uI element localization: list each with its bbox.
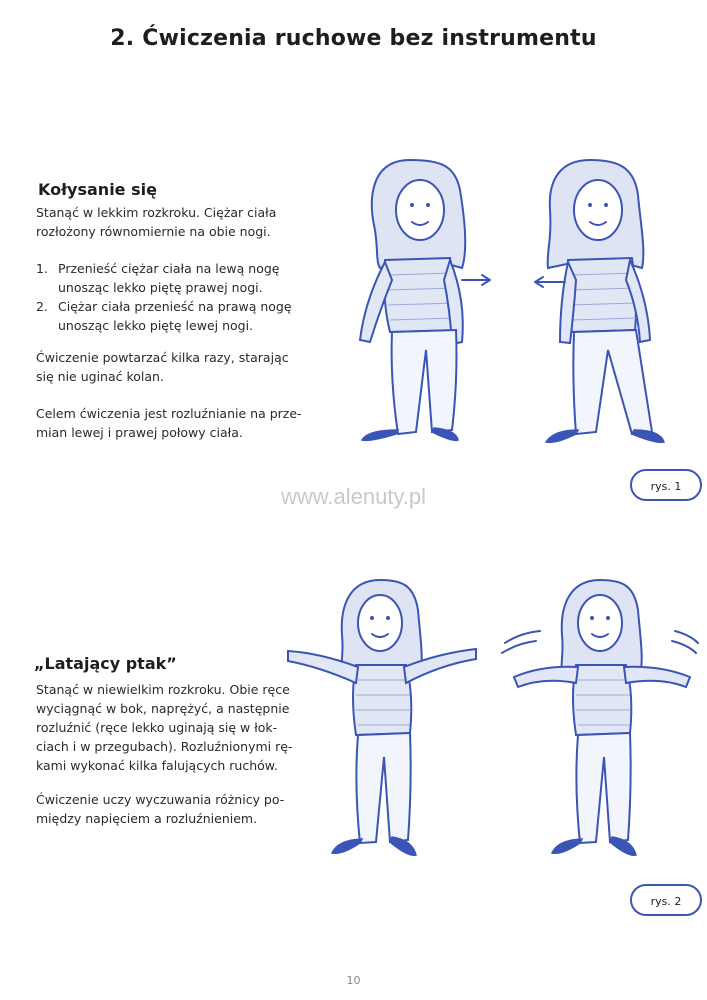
list-number: 2.: [36, 299, 48, 314]
page-number: 10: [346, 974, 361, 987]
page-title: 2. Ćwiczenia ruchowe bez instrumentu: [110, 26, 597, 51]
text-line: Ciężar ciała przenieść na prawą nogę: [58, 299, 292, 314]
text-line: wyciągnąć w bok, naprężyć, a następnie: [36, 701, 290, 716]
section1-goal: [36, 404, 306, 442]
girl-figure-right: [535, 160, 664, 442]
text-line: Stanąć w niewielkim rozkroku. Obie ręce: [36, 682, 290, 697]
text-line: rozłożony równomiernie na obie nogi.: [36, 224, 271, 239]
text-line: Celem ćwiczenia jest rozluźnianie na prze-: [36, 406, 302, 421]
figure-swaying-girls: [340, 150, 680, 450]
section1-repeat: [36, 348, 306, 386]
text-line: kami wykonać kilka falujących ruchów.: [36, 758, 278, 773]
list-number: 1.: [36, 261, 48, 276]
text-line: Ćwiczenie powtarzać kilka razy, starając: [36, 350, 289, 365]
section-heading-swaying: Kołysanie się: [38, 180, 157, 199]
girl-figure-left: [360, 160, 490, 440]
section-heading-flying-bird: „Latający ptak”: [34, 654, 177, 673]
text-line: się nie uginać kolan.: [36, 369, 164, 384]
text-line: Stanąć w lekkim rozkroku. Ciężar ciała: [36, 205, 277, 220]
girl-figure-arms-out-left: [288, 580, 476, 855]
list-item: [36, 259, 306, 297]
text-line: Przenieść ciężar ciała na lewą nogę: [58, 261, 280, 276]
section2-description: [36, 680, 298, 775]
figure-flying-bird-girls: [280, 565, 700, 870]
watermark: www.alenuty.pl: [280, 484, 427, 509]
girl-figure-arms-out-right: [502, 580, 698, 855]
text-line: Ćwiczenie uczy wyczuwania różnicy po-: [36, 792, 285, 807]
text-line: ciach i w przegubach). Rozluźnionymi rę-: [36, 739, 293, 754]
section1-steps: [36, 259, 306, 335]
figure-label-2: rys. 2: [630, 884, 702, 916]
text-line: mian lewej i prawej połowy ciała.: [36, 425, 243, 440]
text-line: unosząc lekko piętę prawej nogi.: [58, 280, 263, 295]
section1-intro: [36, 203, 306, 241]
section2-lesson: [36, 790, 298, 828]
list-item: [36, 297, 306, 335]
text-line: rozluźnić (ręce lekko uginają się w łok-: [36, 720, 278, 735]
text-line: między napięciem a rozluźnieniem.: [36, 811, 258, 826]
text-line: unosząc lekko piętę lewej nogi.: [58, 318, 254, 333]
figure-label-1: rys. 1: [630, 469, 702, 501]
